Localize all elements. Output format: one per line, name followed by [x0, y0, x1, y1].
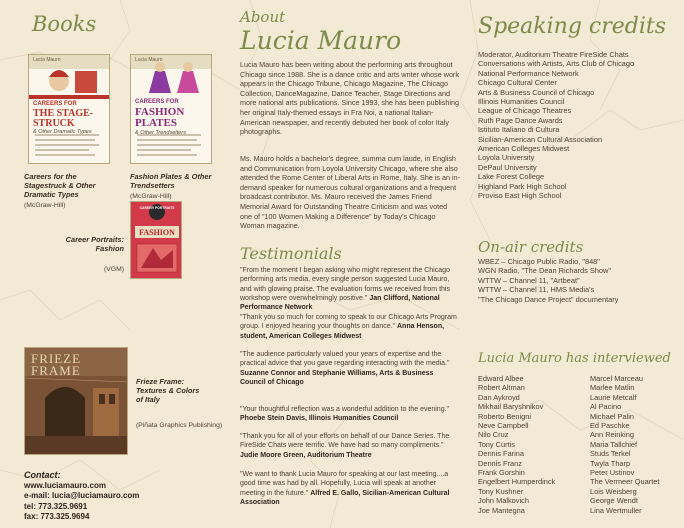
list-item: Proviso East High School — [478, 191, 562, 201]
list-item: Lois Weisberg — [590, 486, 637, 496]
testimonial-item — [240, 405, 460, 424]
list-item: Nilo Cruz — [478, 430, 509, 440]
list-item: WBEZ – Chicago Public Radio, "848" — [478, 257, 600, 266]
list-item: National Performance Network — [478, 68, 579, 78]
list-item: Dennis Franz — [478, 458, 522, 468]
about-heading-small: About — [240, 8, 286, 26]
testimonial-attribution: Judie Moore Green, Auditorium Theatre — [240, 451, 372, 459]
testimonial-attribution: Suzanne Connor and Stephanie Williams, Arts & Business Council of Chicago — [240, 369, 434, 386]
testimonial-text: "Thank you for all of your efforts on behalf of our Dance Series. The FireSide Chats were terrific. We have had so many compliments." — [240, 433, 450, 450]
book-cover-fashion-plates — [130, 54, 212, 164]
list-item: Joe Mantegna — [478, 505, 525, 515]
testimonial-attribution: Phoebe Stein Davis, Illinois Humanities Council — [240, 415, 399, 423]
list-item: Arts & Business Council of Chicago — [478, 87, 595, 97]
list-item: Ruth Page Dance Awards — [478, 115, 563, 125]
contact-telephone: tel: 773.325.9691 — [24, 501, 88, 511]
career-portraits-cover-title: FASHION — [139, 228, 175, 237]
book-cover-stagestruck — [28, 54, 110, 164]
list-item: Conversations with Artists, Arts Club of Chicago — [478, 59, 635, 69]
book-caption-fashion-plates: Fashion Plates & Other Trendsetters — [130, 172, 212, 190]
list-item: Roberto Benigni — [478, 411, 532, 421]
list-item: Michael Palin — [590, 411, 634, 421]
list-item: "The Chicago Dance Project" documentary — [478, 294, 619, 304]
interviewed-list-left — [478, 374, 555, 515]
stagestruck-cover-series: CAREERS FOR — [33, 101, 77, 107]
list-item: Lake Forest College — [478, 172, 545, 182]
list-item: Chicago Cultural Center — [478, 78, 557, 88]
testimonial-text: "Thank you so much for coming to speak to our Chicago Arts Program group. I enjoyed hearing your thoughts on dance." — [240, 314, 457, 331]
testimonial-item — [240, 313, 460, 341]
stagestruck-cover-author: Lucia Mauro — [33, 57, 61, 63]
about-paragraph-1: Lucia Mauro has been writing about the performing arts throughout Chicago since 1988. She is a dance critic and arts writer whose work appears in the Chicago Tribune, Chicago Magazine, The Chicago Collection, DanceMagazine, Dance Teacher, Stage Directions and more national arts publications. Since 1993, she has been publishing her original Italy-themed essays in Fra Noi, a national Italian-American newspaper, and recently debuted her book of color Italy photographs. — [240, 60, 459, 137]
list-item: WTTW – Channel 11, HMS Media's — [478, 285, 595, 295]
testimonial-text: "From the moment I began asking who might represent the Chicago performing arts media, every single person suggested Lucia Mauro, and with glowing praise. The evaluation forms we received from this workshop were overwhelmingly positive." — [240, 267, 450, 302]
list-item: Dan Aykroyd — [478, 392, 520, 402]
career-portraits-cover-series: CAREER PORTRAITS — [139, 206, 175, 210]
book-caption-frieze-frame: Frieze Frame: Textures & Colors of Italy — [136, 377, 200, 404]
list-item: Mikhail Baryshnikov — [478, 402, 544, 412]
list-item: George Wendt — [590, 496, 638, 506]
fashion-plates-cover-series: CAREERS FOR — [135, 99, 179, 105]
list-item: Ann Reinking — [590, 430, 634, 440]
on-air-credits-list — [478, 257, 678, 304]
list-item: Dennis Farina — [478, 449, 525, 459]
list-item: Tony Curtis — [478, 439, 515, 449]
book-publisher-career-portraits: (VGM) — [103, 266, 124, 273]
list-item: Lina Wertmuller — [590, 505, 642, 515]
testimonial-attribution: Jan Clifford, National Performance Network — [240, 294, 440, 312]
book-publisher-stagestruck: (McGraw-Hill) — [24, 202, 66, 209]
list-item: Edward Albee — [478, 374, 524, 383]
stagestruck-cover-subtitle: & Other Dramatic Types — [33, 129, 92, 135]
testimonial-text: "The audience particularly valued your years of expertise and the practical advice that you gave regarding interacting with the media." — [240, 351, 450, 368]
contact-heading: Contact: — [24, 470, 61, 480]
book-caption-career-portraits: Career Portraits: Fashion — [65, 235, 124, 253]
on-air-credits-heading: On-air credits — [478, 238, 584, 256]
list-item: Marcel Marceau — [590, 374, 643, 383]
list-item: Robert Altman — [478, 383, 525, 393]
list-item: Sicilian-American Cultural Association — [478, 134, 603, 144]
career-portraits-cover-art — [131, 202, 182, 279]
contact-fax: fax: 773.325.9694 — [24, 512, 90, 521]
list-item: Laurie Metcalf — [590, 392, 637, 402]
fashion-plates-cover-title: FASHION PLATES — [135, 106, 185, 129]
books-heading: Books — [32, 12, 97, 36]
list-item: Al Pacino — [590, 402, 622, 412]
list-item: Illinois Humanities Council — [478, 97, 565, 107]
list-item: WTTW – Channel 11, "Artbeat" — [478, 275, 580, 285]
testimonial-attribution: Alfred E. Gallo, Sicilian-American Cultural Association — [240, 489, 450, 506]
testimonial-item — [240, 432, 460, 460]
testimonials-heading: Testimonials — [240, 244, 342, 263]
list-item: Tony Kushner — [478, 486, 524, 496]
list-item: John Malkovich — [478, 496, 529, 506]
book-publisher-fashion-plates: (McGraw-Hill) — [130, 193, 172, 200]
speaking-credits-heading: Speaking credits — [478, 14, 667, 39]
testimonial-item — [240, 266, 460, 312]
fashion-plates-cover-subtitle: & Other Trendsetters — [135, 130, 186, 136]
about-heading-name: Lucia Mauro — [240, 26, 402, 55]
frieze-frame-cover-title: FRIEZE FRAME — [31, 351, 82, 378]
books-column — [20, 12, 225, 522]
list-item: The Vermeer Quartet — [590, 477, 660, 487]
list-item: Moderator, Auditorium Theatre FireSide Chats — [478, 50, 629, 59]
list-item: Loyola University — [478, 153, 535, 163]
testimonial-attribution: Anna Henson, student, American Colleges Midwest — [240, 323, 445, 340]
contact-website-link[interactable]: www.luciamauro.com — [24, 480, 106, 490]
list-item: Frank Gorshin — [478, 468, 525, 478]
testimonial-item — [240, 470, 460, 507]
list-item: Maria Tallchief — [590, 439, 638, 449]
list-item: League of Chicago Theatres — [478, 106, 572, 116]
book-cover-frieze-frame — [24, 347, 128, 455]
book-cover-career-portraits — [130, 201, 182, 279]
interviewed-list-right — [590, 374, 659, 515]
interviewed-heading: Lucia Mauro has interviewed — [478, 351, 671, 366]
book-publisher-frieze-frame: (Piñata Graphics Publishing) — [136, 422, 223, 429]
list-item: Engelbert Humperdinck — [478, 477, 556, 487]
testimonial-item — [240, 350, 460, 387]
list-item: Neve Campbell — [478, 421, 529, 431]
list-item: Istituto Italiano di Cultura — [478, 125, 560, 135]
list-item: Peter Ustinov — [590, 468, 635, 478]
book-caption-stagestruck: Careers for the Stagestruck & Other Dramatic Types — [24, 172, 96, 199]
about-column — [238, 8, 463, 523]
list-item: DePaul University — [478, 162, 537, 172]
about-paragraph-2: Ms. Mauro holds a bachelor's degree, summa cum laude, in English and Communication from Loyola University Chicago, where she also attended the Rome Center of Liberal Arts in Rome, Italy. She is an in-demand speaker for numerous cultural organizations and a frequent broadcast contributor. Ms. Mauro received the James Friend Memorial Award for Outstanding Theatre Criticism and was voted one of "100 Women Making a Difference" by Today's Chicago Woman magazine. — [240, 154, 460, 231]
fashion-plates-cover-author: Lucia Mauro — [135, 57, 163, 63]
list-item: Twyla Tharp — [590, 458, 631, 468]
speaking-column — [474, 14, 679, 524]
list-item: WGN Radio, "The Dean Richards Show" — [478, 266, 611, 276]
contact-block — [24, 470, 139, 523]
list-item: Studs Terkel — [590, 449, 631, 459]
stagestruck-cover-title: THE STAGE-STRUCK — [33, 108, 94, 129]
testimonial-text: "Your thoughtful reflection was a wonderful addition to the evening." — [240, 406, 450, 413]
contact-email-link[interactable]: e-mail: lucia@luciamauro.com — [24, 491, 140, 500]
testimonial-text: "We want to thank Lucia Mauro for speaking at our last meeting....a good time was had by all. Hopefully, Lucia will speak at another meeting in the future." — [240, 471, 449, 497]
list-item: Marlee Matlin — [590, 383, 635, 393]
list-item: Highland Park High School — [478, 181, 567, 191]
list-item: American Colleges Midwest — [478, 144, 570, 154]
speaking-credits-list — [478, 50, 678, 201]
list-item: Ed Paschke — [590, 421, 630, 431]
